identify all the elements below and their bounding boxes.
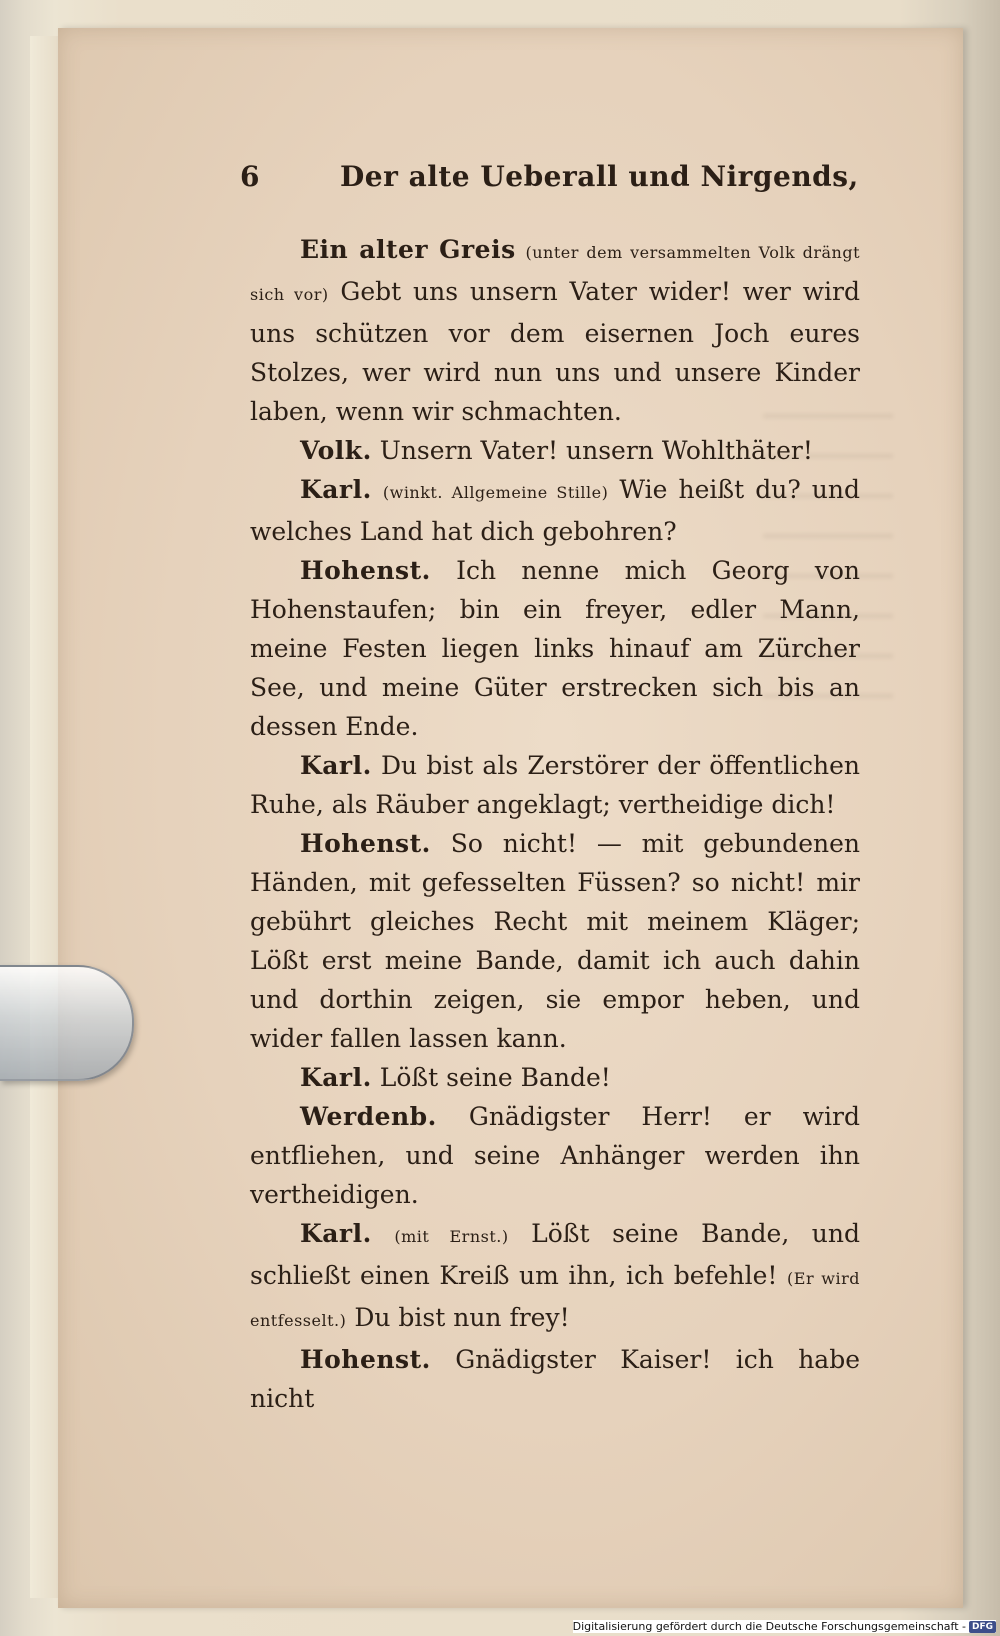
- speaker-name: Karl.: [300, 1219, 372, 1248]
- paragraph-hohenst-1: [250, 551, 860, 746]
- dialogue-text: Gnädigster Kaiser! ich habe nicht: [250, 1345, 860, 1413]
- stage-direction: (mit Ernst.): [394, 1227, 509, 1246]
- paragraph-karl-3: [250, 1058, 860, 1097]
- page-spine-edge: [30, 36, 61, 1598]
- paragraph-hohenst-2: [250, 824, 860, 1058]
- dialogue-text: Lößt seine Bande!: [379, 1063, 611, 1092]
- page-number: 6: [240, 160, 260, 193]
- speaker-name: Hohenst.: [300, 1345, 431, 1374]
- paragraph-karl-4: [250, 1214, 860, 1340]
- stage-direction: (unter dem versammelten Volk drängt sich vor): [250, 243, 860, 304]
- speaker-name: Volk.: [300, 436, 372, 465]
- running-head: Der alte Ueberall und Nirgends,: [340, 160, 859, 193]
- dialogue-text: Du bist nun frey!: [354, 1303, 570, 1332]
- paragraph-werdenb: [250, 1097, 860, 1214]
- dialogue-text: Gebt uns unsern Vater wider! wer wird uns schützen vor dem eisernen Joch eures Stolzes, wer wird nun uns und unsere Kinder laben, wenn wir schmachten.: [250, 277, 860, 426]
- paragraph-karl-1: [250, 470, 860, 551]
- stage-direction: (Er wird entfesselt.): [250, 1269, 860, 1330]
- dialogue-text: Unsern Vater! unsern Wohlthäter!: [379, 436, 813, 465]
- dialogue-text: Wie heißt du? und welches Land hat dich gebohren?: [250, 475, 860, 546]
- credit-text: Digitalisierung gefördert durch die Deutsche Forschungsgemeinschaft -: [572, 1620, 966, 1633]
- page-holder-clip: [0, 965, 134, 1081]
- speaker-name: Karl.: [300, 1063, 372, 1092]
- speaker-name: Hohenst.: [300, 829, 431, 858]
- paragraph-volk: [250, 431, 860, 470]
- speaker-name: Hohenst.: [300, 556, 431, 585]
- page-text: [240, 160, 861, 1418]
- dialogue-text: Ich nenne mich Georg von Hohenstaufen; bin ein freyer, edler Mann, meine Festen liegen links hinauf am Zürcher See, und meine Güter erstrecken sich bis an dessen Ende.: [250, 556, 860, 741]
- dfg-logo-icon: DFG: [969, 1621, 996, 1633]
- paragraph-greis: [250, 230, 860, 431]
- dialogue-text: Lößt seine Bande, und schließt einen Kreiß um ihn, ich befehle!: [250, 1219, 861, 1290]
- digitization-credit: [573, 1620, 996, 1633]
- dialogue-text: Gnädigster Herr! er wird entfliehen, und seine Anhänger werden ihn vertheidigen.: [250, 1102, 860, 1209]
- dialogue-text: Du bist als Zerstörer der öffentlichen Ruhe, als Räuber angeklagt; vertheidige dich!: [250, 751, 860, 819]
- speaker-name: Ein alter Greis: [300, 235, 516, 264]
- dialogue-text: So nicht! — mit gebundenen Händen, mit gefesselten Füssen? so nicht! mir gebührt gleiches Recht mit meinem Kläger; Lößt erst meine Bande, damit ich auch dahin und dorthin zeigen, sie empor heben, und wider fallen lassen kann.: [250, 829, 860, 1053]
- speaker-name: Karl.: [300, 751, 372, 780]
- paragraph-karl-2: [250, 746, 860, 824]
- speaker-name: Werdenb.: [300, 1102, 437, 1131]
- page-header: [240, 160, 860, 210]
- stage-direction: (winkt. Allgemeine Stille): [382, 483, 609, 502]
- speaker-name: Karl.: [300, 475, 372, 504]
- paragraph-hohenst-3: [250, 1340, 860, 1418]
